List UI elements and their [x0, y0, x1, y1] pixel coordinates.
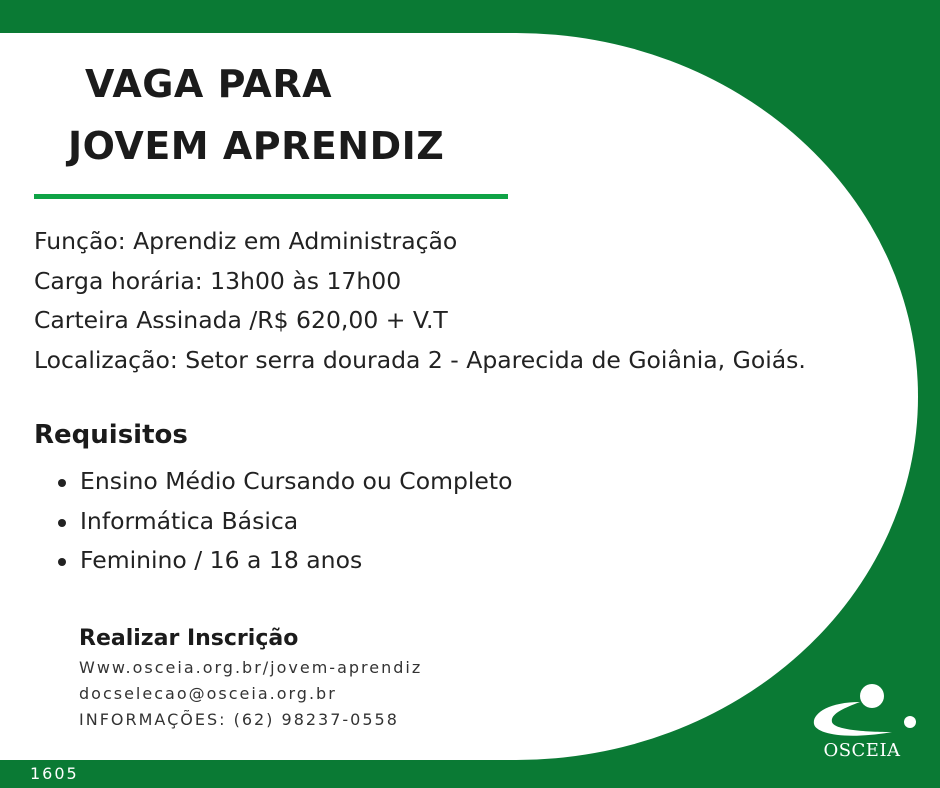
title-line-1: VAGA PARA [85, 62, 333, 106]
contact-phone: INFORMAÇÕES: (62) 98237-0558 [79, 710, 399, 729]
contact-email[interactable]: docselecao@osceia.org.br [79, 684, 337, 703]
list-item-label: Informática Básica [80, 506, 299, 535]
requisitos-heading: Requisitos [34, 420, 188, 450]
bullet-icon [58, 519, 66, 527]
info-carga-horaria: Carga horária: 13h00 às 17h00 [34, 266, 402, 295]
bullet-icon [58, 479, 66, 487]
logo-text: OSCEIA [823, 740, 901, 761]
requisitos-list [58, 462, 512, 581]
list-item [58, 462, 512, 502]
list-item-label: Ensino Médio Cursando ou Completo [80, 467, 513, 495]
list-item [58, 502, 512, 542]
bullet-icon [58, 558, 66, 566]
info-funcao: Função: Aprendiz em Administração [34, 227, 458, 255]
info-carteira: Carteira Assinada /R$ 620,00 + V.T [34, 306, 448, 334]
list-item [58, 541, 512, 581]
info-localizacao: Localização: Setor serra dourada 2 - Aparecida de Goiânia, Goiás. [34, 345, 806, 374]
inscricao-link[interactable]: Www.osceia.org.br/jovem-aprendiz [79, 658, 423, 677]
job-info [34, 222, 806, 380]
title-divider [34, 194, 508, 199]
list-item-label: Feminino / 16 a 18 anos [80, 546, 363, 574]
footer-code: 1605 [30, 764, 79, 783]
title-line-2: JOVEM APRENDIZ [68, 124, 445, 168]
inscricao-heading: Realizar Inscrição [79, 626, 299, 651]
